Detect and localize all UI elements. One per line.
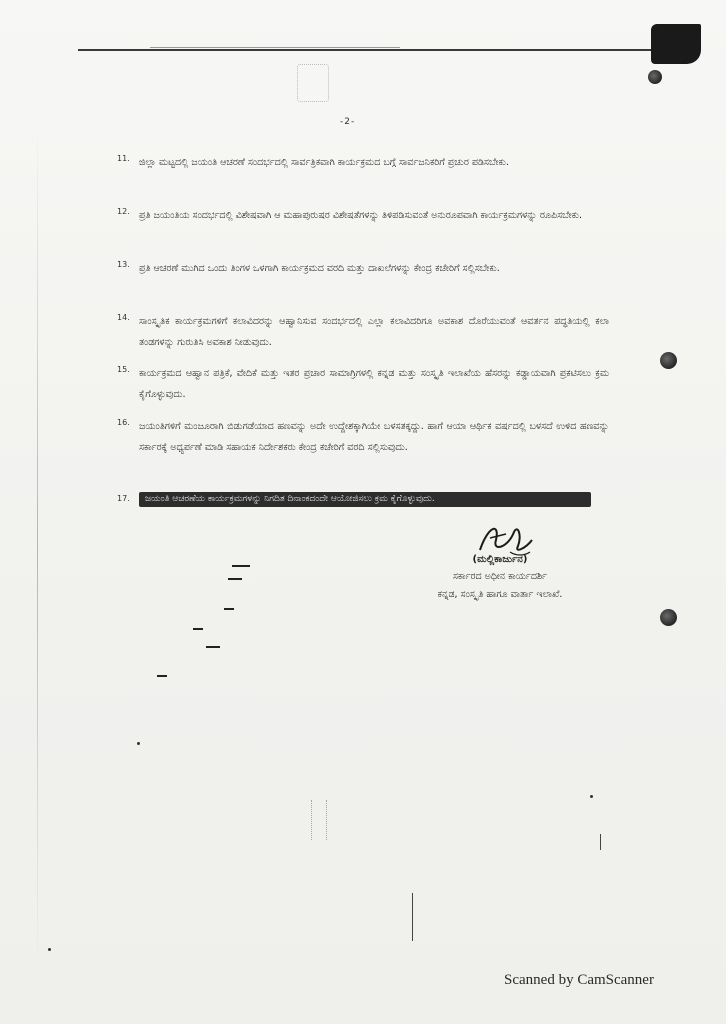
signatory-title: ಸರ್ಕಾರದ ಅಧೀನ ಕಾರ್ಯದರ್ಶಿ [452, 571, 548, 582]
item-number: 15. [117, 365, 130, 374]
signatory-name: (ಮಲ್ಲಿಕಾರ್ಜುನ) [472, 554, 528, 565]
scan-artifact [228, 578, 242, 580]
item-text: ಪ್ರತಿ ಜಯಂತಿಯ ಸಂದರ್ಭದಲ್ಲಿ ವಿಶೇಷವಾಗಿ ಆ ಮಹಾಪುರುಷರ ವಿಶೇಷತೆಗಳನ್ನು ತಿಳಿಪಡಿಸುವಂತೆ ಅನುರೂಪವಾಗಿ ಕಾರ್ಯಕ್ರಮಗಳನ್ನು ರೂಪಿಸಬೇಕು. [139, 210, 583, 221]
camscanner-watermark: Scanned by CamScanner [504, 972, 654, 988]
stamp-smudge [297, 64, 329, 102]
scan-artifact [412, 893, 413, 941]
top-rule-faint [150, 47, 400, 48]
item-number: 11. [117, 154, 130, 163]
scan-artifact [137, 742, 140, 745]
punch-hole-top [648, 70, 662, 84]
signature-block [360, 518, 640, 604]
item-text: ಜಿಲ್ಲಾ ಮಟ್ಟದಲ್ಲಿ ಜಯಂತಿ ಆಚರಣೆ ಸಂದರ್ಭದಲ್ಲಿ ಸಾರ್ವತ್ರಿಕವಾಗಿ ಕಾರ್ಯಕ್ರಮದ ಬಗ್ಗೆ ಸಾರ್ವಜನಿಕರಿಗೆ ಪ್ರಚುರ ಪಡಿಸಬೇಕು. [139, 157, 509, 168]
item-number: 16. [117, 418, 130, 427]
item-text-redacted: ಜಯಂತಿ ಆಚರಣೆಯ ಕಾರ್ಯಕ್ರಮಗಳನ್ನು ನಿಗದಿತ ದಿನಾಂಕದಂದೇ ಆಯೋಜಿಸಲು ಕ್ರಮ ಕೈಗೊಳ್ಳುವುದು. [139, 492, 591, 507]
scan-artifact [224, 608, 234, 610]
punch-hole-middle [660, 352, 677, 369]
scan-artifact [48, 948, 51, 951]
scan-artifact [590, 795, 593, 798]
item-text: ಸಾಂಸ್ಕೃತಿಕ ಕಾರ್ಯಕ್ರಮಗಳಿಗೆ ಕಲಾವಿದರನ್ನು ಆಹ್ವಾನಿಸುವ ಸಂದರ್ಭದಲ್ಲಿ ಎಲ್ಲಾ ಕಲಾವಿದರಿಗೂ ಅವಕಾಶ ದೊರೆಯುವಂತೆ ಆವರ್ತನ ಪದ್ಧತಿಯಲ್ಲಿ ಕಲಾ ತಂಡಗಳನ್ನು ಗುರುತಿಸಿ ಅವಕಾಶ ನೀಡುವುದು. [139, 316, 609, 348]
scan-artifact [157, 675, 167, 677]
item-number: 13. [117, 260, 130, 269]
item-text: ಪ್ರತಿ ಆಚರಣೆ ಮುಗಿದ ಒಂದು ತಿಂಗಳ ಒಳಗಾಗಿ ಕಾರ್ಯಕ್ರಮದ ವರದಿ ಮತ್ತು ದಾಖಲೆಗಳನ್ನು ಕೇಂದ್ರ ಕಚೇರಿಗೆ ಸಲ್ಲಿಸಬೇಕು. [139, 263, 500, 274]
signatory-department: ಕನ್ನಡ, ಸಂಸ್ಕೃತಿ ಹಾಗೂ ವಾರ್ತಾ ಇಲಾಖೆ. [437, 589, 563, 600]
item-text: ಕಾರ್ಯಕ್ರಮದ ಆಹ್ವಾನ ಪತ್ರಿಕೆ, ವೇದಿಕೆ ಮತ್ತು ಇತರ ಪ್ರಚಾರ ಸಾಮಾಗ್ರಿಗಳಲ್ಲಿ ಕನ್ನಡ ಮತ್ತು ಸಂಸ್ಕೃತಿ ಇಲಾಖೆಯ ಹೆಸರನ್ನು ಕಡ್ಡಾಯವಾಗಿ ಪ್ರಕಟಿಸಲು ಕ್ರಮ ಕೈಗೊಳ್ಳುವುದು. [139, 368, 609, 400]
item-text: ಜಯಂತಿಗಳಿಗೆ ಮಂಜೂರಾಗಿ ಬಿಡುಗಡೆಯಾದ ಹಣವನ್ನು ಅದೇ ಉದ್ದೇಶಕ್ಕಾಗಿಯೇ ಬಳಸತಕ್ಕದ್ದು. ಹಾಗೆ ಆಯಾ ಆರ್ಥಿಕ ವರ್ಷದಲ್ಲಿ ಬಳಸದೆ ಉಳಿದ ಹಣವನ್ನು ಸರ್ಕಾರಕ್ಕೆ ಅಧ್ಯರ್ಪಣೆ ಮಾಡಿ ಸಹಾಯಕ ನಿರ್ದೇಶಕರು ಕೇಂದ್ರ ಕಚೇರಿಗೆ ವರದಿ ಸಲ್ಲಿಸುವುದು. [139, 421, 609, 453]
page-edge-shadow [37, 120, 38, 970]
item-number: 12. [117, 207, 130, 216]
corner-scan-mark [651, 24, 701, 64]
item-number: 14. [117, 313, 130, 322]
scan-artifact [232, 565, 250, 567]
punch-hole-lower [660, 609, 677, 626]
scan-artifact [193, 628, 203, 630]
scan-artifact [600, 834, 601, 850]
faint-stamp [311, 800, 327, 840]
page-number: -2- [340, 117, 356, 127]
item-number: 17. [117, 494, 130, 503]
scan-artifact [206, 646, 220, 648]
top-rule [78, 49, 658, 51]
